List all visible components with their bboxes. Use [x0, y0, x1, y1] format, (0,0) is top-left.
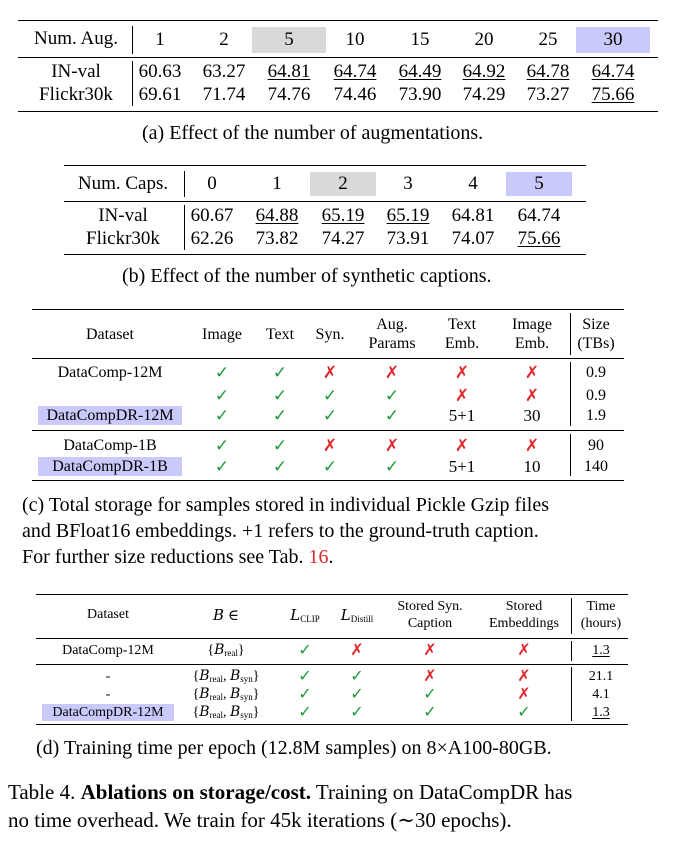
table-d-dataset-name: DataComp-12M	[62, 643, 154, 658]
table-d-header-4: Stored Syn. Caption	[397, 599, 463, 631]
table-a-cell: 64.49	[398, 61, 442, 82]
check-icon: ✓	[272, 406, 288, 425]
table-b-col-4: 4	[468, 173, 478, 194]
check-icon: ✓	[322, 406, 338, 425]
table-d-header-6: Time (hours)	[580, 599, 622, 631]
table-a-col-2: 2	[219, 29, 229, 50]
check-icon: ✓	[272, 363, 288, 382]
table-d-batch-set: {$B_{real}$, $B_{syn}$}	[192, 668, 260, 684]
table-b-cell: 60.67	[190, 205, 234, 226]
table-c-dataset-name: DataCompDR-1B	[38, 457, 182, 476]
table-c-caption-line-3-text: For further size reductions see Tab.	[22, 546, 309, 568]
cross-icon: ✗	[423, 642, 437, 659]
table-b-col-1: 1	[272, 173, 282, 194]
cross-icon: ✗	[524, 436, 540, 455]
check-icon: ✓	[384, 457, 400, 476]
table-a-cell: 64.81	[267, 61, 311, 82]
table-c-cell: 30	[523, 406, 541, 425]
main-caption-line-1	[8, 780, 572, 805]
table-c-cell: 5+1	[448, 457, 476, 476]
table-a-cell: 60.63	[138, 61, 182, 82]
table-a-cell: 73.90	[398, 84, 442, 105]
check-icon: ✓	[423, 704, 437, 721]
check-icon: ✓	[298, 668, 312, 685]
table-c-header-6: Image Emb.	[512, 316, 552, 352]
table-c-header-2: Text	[265, 326, 295, 343]
table-b-cell: 64.88	[255, 205, 299, 226]
table-a-caption: (a) Effect of the number of augmentations.	[142, 122, 484, 144]
table-b-cell: 74.07	[451, 228, 495, 249]
clip-sub: CLIP	[300, 614, 320, 624]
table-b-cell: 73.91	[386, 228, 430, 249]
table-c-caption-line-2	[22, 520, 539, 543]
table-c-header-0: Dataset	[86, 326, 134, 343]
check-icon: ✓	[214, 363, 230, 382]
table-b-col-5: 5	[506, 172, 572, 196]
table-d-time: 4.1	[592, 687, 610, 702]
table-c-caption-line-1: (c) Total storage for samples stored in individual Pickle Gzip files	[22, 494, 549, 516]
table-d-batch-set: {$B_{real}$, $B_{syn}$}	[192, 704, 260, 720]
table-a-col-10: 10	[345, 29, 365, 50]
table-c-header-5: Text Emb.	[444, 316, 480, 352]
table-a-header-label: Num. Aug.	[34, 28, 118, 49]
table-d-dataset-name: DataCompDR-12M	[42, 704, 174, 721]
table-a-cell: 63.27	[202, 61, 246, 82]
table-a-cell: 64.74	[591, 61, 635, 82]
table-a-cell: 74.46	[333, 84, 377, 105]
check-icon: ✓	[272, 457, 288, 476]
table-a-col-5: 5	[252, 27, 326, 53]
table-c-header-3: Syn.	[315, 326, 345, 343]
distill-sub: Distill	[350, 614, 374, 624]
table-b-cell: 62.26	[190, 228, 234, 249]
cross-icon: ✗	[517, 668, 531, 685]
table-c-size: 0.9	[586, 364, 606, 381]
table-d-time: 21.1	[588, 669, 614, 684]
table-a-cell: 64.74	[333, 61, 377, 82]
table-a-row-label-inval: IN-val	[51, 61, 101, 82]
cross-icon: ✗	[454, 436, 470, 455]
cross-icon: ✗	[384, 436, 400, 455]
check-icon: ✓	[322, 386, 338, 405]
table-a-row-label-flickr: Flickr30k	[39, 84, 113, 105]
table-d-header-loss-clip: $L_{CLIP}$	[290, 606, 320, 624]
table-c-header-1: Image	[202, 326, 242, 343]
table-c-dataset-name: DataCompDR-12M	[38, 406, 182, 425]
table-b-cell: 75.66	[517, 228, 561, 249]
table-d-header-batch: B ∈	[213, 606, 239, 624]
table-d-time: 1.3	[592, 643, 610, 658]
table-b-header-label: Num. Caps.	[77, 173, 169, 194]
table-a-col-1: 1	[155, 29, 165, 50]
check-icon: ✓	[384, 386, 400, 405]
check-icon: ✓	[272, 436, 288, 455]
table-c-size: 1.9	[586, 407, 606, 424]
table-a-cell: 64.92	[462, 61, 506, 82]
table-b-row-label-inval: IN-val	[98, 205, 148, 226]
table-d-batch-set: {$B_{real}$, $B_{syn}$}	[192, 686, 260, 702]
table-c-caption-line-2-text: and BFloat16 embeddings. +1 refers to the ground-truth caption.	[22, 520, 539, 542]
check-icon: ✓	[214, 457, 230, 476]
cross-icon: ✗	[384, 363, 400, 382]
table-c-size: 140	[584, 458, 608, 475]
check-icon: ✓	[517, 704, 531, 721]
check-icon: ✓	[350, 686, 364, 703]
cross-icon: ✗	[524, 386, 540, 405]
table-b-cell: 74.27	[321, 228, 365, 249]
table-c-caption-line-3	[22, 546, 333, 569]
table-ref-link[interactable]: 16	[308, 546, 329, 568]
main-caption-line-2: no time overhead. We train for 45k iterations (∼30 epochs).	[8, 808, 512, 832]
table-d-time: 1.3	[592, 705, 610, 720]
cross-icon: ✗	[350, 642, 364, 659]
table-d-batch-set: $\{B_{real}\}$	[207, 642, 245, 658]
table-c-size: 90	[588, 437, 604, 454]
main-caption-rest: Training on DataCompDR has	[311, 780, 573, 804]
table-c-caption-end: .	[328, 546, 334, 568]
table-a-cell: 74.29	[462, 84, 506, 105]
table-c-dataset-name: DataComp-1B	[63, 437, 157, 454]
check-icon: ✓	[423, 686, 437, 703]
table-d-header-loss-distill: $L_{Distill}$	[340, 606, 374, 624]
cross-icon: ✗	[517, 642, 531, 659]
table-a-col-15: 15	[410, 29, 430, 50]
table-b-col-3: 3	[403, 173, 413, 194]
cross-icon: ✗	[454, 386, 470, 405]
table-b-cell: 73.82	[255, 228, 299, 249]
table-b-caption: (b) Effect of the number of synthetic captions.	[122, 265, 492, 287]
table-d-caption: (d) Training time per epoch (12.8M samples) on 8×A100-80GB.	[36, 737, 552, 759]
table-d-header-5: Stored Embeddings	[489, 599, 559, 631]
cross-icon: ✗	[423, 668, 437, 685]
table-a-cell: 71.74	[202, 84, 246, 105]
main-caption-prefix: Table 4.	[8, 780, 81, 804]
check-icon: ✓	[272, 386, 288, 405]
table-a-col-25: 25	[538, 29, 558, 50]
table-a-cell: 64.78	[526, 61, 570, 82]
table-b-col-0: 0	[207, 173, 217, 194]
table-a-cell: 74.76	[267, 84, 311, 105]
check-icon: ✓	[298, 704, 312, 721]
check-icon: ✓	[298, 686, 312, 703]
table-c-dataset-name: DataComp-12M	[57, 364, 163, 381]
cross-icon: ✗	[517, 686, 531, 703]
table-b-cell: 65.19	[386, 205, 430, 226]
check-icon: ✓	[384, 406, 400, 425]
table-b-col-2: 2	[310, 172, 376, 196]
check-icon: ✓	[214, 386, 230, 405]
table-c-size: 0.9	[586, 387, 606, 404]
table-a-cell: 75.66	[591, 84, 635, 105]
table-d-dataset-name: -	[105, 669, 111, 684]
table-c-cell: 5+1	[448, 406, 476, 425]
main-caption-bold: Ablations on storage/cost.	[80, 780, 312, 804]
table-b-row-label-flickr: Flickr30k	[86, 228, 160, 249]
check-icon: ✓	[350, 704, 364, 721]
table-c-cell: 10	[523, 457, 541, 476]
table-b-cell: 65.19	[321, 205, 365, 226]
check-icon: ✓	[322, 457, 338, 476]
table-b-cell: 64.74	[517, 205, 561, 226]
table-a-col-30: 30	[576, 27, 650, 53]
cross-icon: ✗	[454, 363, 470, 382]
table-a-cell: 69.61	[138, 84, 182, 105]
table-c-header-4: Aug. Params	[368, 316, 416, 352]
table-d-header-dataset: Dataset	[87, 607, 129, 622]
table-d-dataset-name: -	[105, 687, 111, 702]
cross-icon: ✗	[322, 363, 338, 382]
cross-icon: ✗	[322, 436, 338, 455]
check-icon: ✓	[350, 668, 364, 685]
table-a-col-20: 20	[474, 29, 494, 50]
check-icon: ✓	[214, 406, 230, 425]
table-c-header-7: Size (TBs)	[577, 316, 615, 352]
table-b-cell: 64.81	[451, 205, 495, 226]
check-icon: ✓	[214, 436, 230, 455]
table-a-cell: 73.27	[526, 84, 570, 105]
cross-icon: ✗	[524, 363, 540, 382]
check-icon: ✓	[298, 642, 312, 659]
